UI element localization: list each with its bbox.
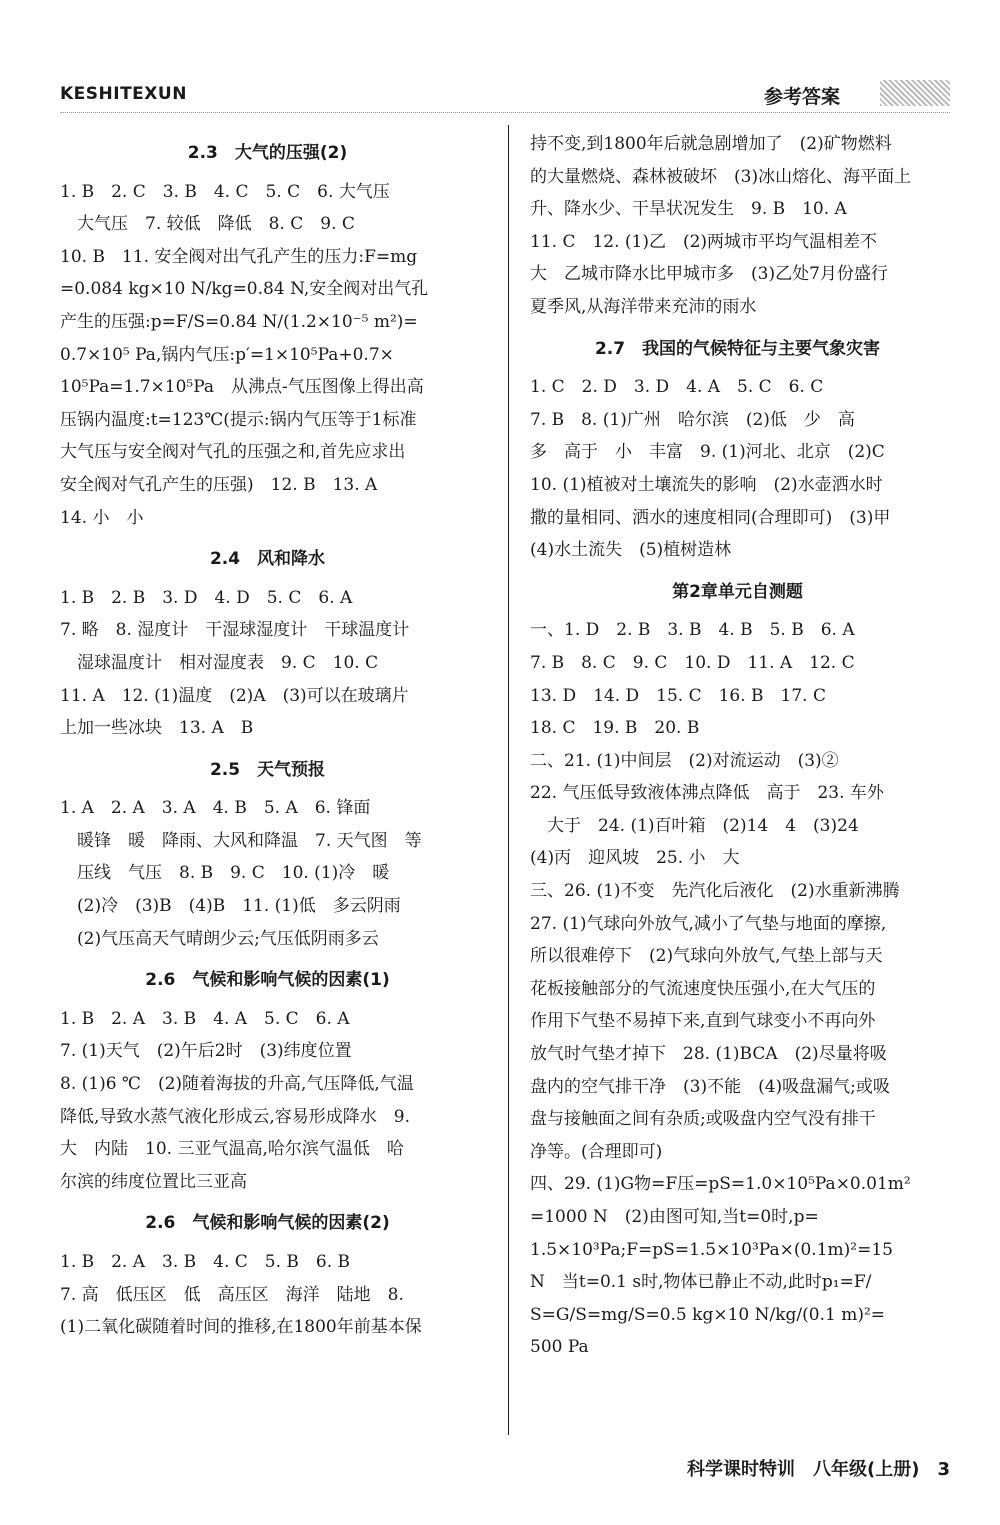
answer-line: 1. B 2. A 3. B 4. A 5. C 6. A [60,1008,350,1029]
header-title: 参考答案 [763,86,840,108]
answer-line: 0.7×10⁵ Pa,锅内气压:p′=1×10⁵Pa+0.7× [60,344,394,365]
answer-line: 500 Pa [530,1337,589,1358]
answer-line: 10. B 11. 安全阀对出气孔产生的压力:F=mg [60,246,418,267]
answer-line: 降低,导致水蒸气液化形成云,容易形成降水 9. [60,1106,411,1127]
answer-line: 放气时气垫才掉下 28. (1)BCA (2)尽量将吸 [530,1044,887,1065]
answer-line: 压线 气压 8. B 9. C 10. (1)冷 暖 [60,863,390,884]
answer-line: =1000 N (2)由图可知,当t=0时,p= [530,1207,819,1227]
answer-line: 1.5×10³Pa;F=pS=1.5×10³Pa×(0.1m)²=15 [530,1239,893,1260]
answer-line: 18. C 19. B 20. B [530,718,700,739]
answer-line: (1)二氧化碳随着时间的推移,在1800年前基本保 [60,1317,422,1338]
answer-line: 10⁵Pa=1.7×10⁵Pa 从沸点-气压图像上得出高 [60,377,424,398]
answer-line: 大气压 7. 较低 降低 8. C 9. C [60,214,355,235]
answer-line: 大于 24. (1)百叶箱 (2)14 4 (3)24 [530,815,859,836]
answer-line: 持不变,到1800年后就急剧增加了 (2)矿物燃料 [530,134,892,154]
answer-line: 升、降水少、干旱状况发生 9. B 10. A [530,199,847,220]
answer-line: 多 高于 小 丰富 9. (1)河北、北京 (2)C [530,442,885,463]
answer-line: 1. B 2. B 3. D 4. D 5. C 6. A [60,587,353,608]
answer-line: (2)冷 (3)B (4)B 11. (1)低 多云阴雨 [60,896,401,917]
page-header [60,78,950,114]
answer-line: 1. C 2. D 3. D 4. A 5. C 6. C [530,377,824,398]
answer-line: 三、26. (1)不变 先汽化后液化 (2)水重新沸腾 [530,881,900,902]
answer-line: 四、29. (1)G物=F压=pS=1.0×10⁵Pa×0.01m² [530,1174,911,1195]
answer-line: 压锅内温度:t=123℃(提示:锅内气压等于1标准 [60,409,417,430]
answer-line: 作用下气垫不易掉下来,直到气球变小不再向外 [530,1011,876,1032]
header-decoration [880,80,950,106]
answer-line: 盘内的空气排干净 (3)不能 (4)吸盘漏气;或吸 [530,1076,890,1097]
answer-line: 湿球温度计 相对湿度表 9. C 10. C [60,652,379,673]
answer-line: 1. B 2. A 3. B 4. C 5. B 6. B [60,1252,350,1272]
answer-line: 7. B 8. (1)广州 哈尔滨 (2)低 少 高 [530,409,855,430]
section-heading: 2.6 气候和影响气候的因素(1) [145,970,390,991]
answer-line: 一、1. D 2. B 3. B 4. B 5. B 6. A [530,620,855,641]
answer-line: 盘与接触面之间有杂质;或吸盘内空气没有排干 [530,1109,876,1130]
section-heading: 2.5 天气预报 [209,759,326,780]
answer-line: 1. A 2. A 3. A 4. B 5. A 6. 锋面 [60,798,371,819]
answer-line: 上加一些冰块 13. A B [60,718,254,739]
answer-line: 1. B 2. C 3. B 4. C 5. C 6. 大气压 [60,181,390,202]
answer-line: (4)丙 迎风坡 25. 小 大 [530,848,740,869]
answer-line: 7. 高 低压区 低 高压区 海洋 陆地 8. [60,1284,404,1305]
answer-line: 撒的量相同、洒水的速度相同(合理即可) (3)甲 [530,507,891,528]
section-heading: 2.6 气候和影响气候的因素(2) [145,1213,390,1234]
answer-line: (4)水土流失 (5)植树造林 [530,540,732,561]
left-column [60,128,475,1344]
answer-line: 暖锋 暖 降雨、大风和降温 7. 天气图 等 [60,830,422,851]
answer-line: 尔滨的纬度位置比三亚高 [60,1171,247,1192]
answer-line: 大 内陆 10. 三亚气温高,哈尔滨气温低 哈 [60,1139,404,1160]
section-heading: 2.3 大气的压强(2) [187,143,348,163]
answer-line: 13. D 14. D 15. C 16. B 17. C [530,685,826,706]
answer-line: 夏季风,从海洋带来充沛的雨水 [530,296,757,317]
answer-line: 所以很难停下 (2)气球向外放气,气垫上部与天 [530,946,883,967]
answer-line: 大 乙城市降水比甲城市多 (3)乙处7月份盛行 [530,264,888,285]
answer-line: 产生的压强:p=F/S=0.84 N/(1.2×10⁻⁵ m²)= [60,311,418,332]
answer-line: S=G/S=mg/S=0.5 kg×10 N/kg/(0.1 m)²= [530,1304,886,1325]
answer-line: 10. (1)植被对土壤流失的影响 (2)水壶洒水时 [530,474,883,495]
answer-line: 净等。(合理即可) [530,1141,663,1162]
answer-line: 7. 略 8. 湿度计 干湿球湿度计 干球温度计 [60,620,410,641]
page-footer: 科学课时特训 八年级(上册) 3 [687,1459,950,1480]
column-divider [508,125,509,1435]
answer-line: (2)气压高天气晴朗少云;气压低阴雨多云 [60,928,379,949]
answer-line: 11. C 12. (1)乙 (2)两城市平均气温相差不 [530,231,878,252]
section-heading: 第2章单元自测题 [672,581,803,602]
answer-line: 14. 小 小 [60,507,144,528]
answer-line: =0.084 kg×10 N/kg=0.84 N,安全阀对出气孔 [60,279,429,300]
right-column [530,128,945,1364]
answer-line: 27. (1)气球向外放气,减小了气垫与地面的摩擦, [530,913,887,934]
answer-line: 22. 气压低导致液体沸点降低 高于 23. 车外 [530,783,884,804]
answer-line: 的大量燃烧、森林被破坏 (3)冰山熔化、海平面上 [530,166,912,187]
brand-name: KESHITEXUN [60,84,187,104]
answer-line: N 当t=0.1 s时,物体已静止不动,此时p₁=F/ [530,1272,872,1293]
answer-line: 8. (1)6 ℃ (2)随着海拔的升高,气压降低,气温 [60,1074,414,1095]
answer-line: 大气压与安全阀对气孔的压强之和,首先应求出 [60,442,406,463]
answer-line: 花板接触部分的气流速度快压强小,在大气压的 [530,978,876,999]
answer-line: 二、21. (1)中间层 (2)对流运动 (3)② [530,750,839,771]
answer-line: 11. A 12. (1)温度 (2)A (3)可以在玻璃片 [60,685,409,706]
section-heading: 2.4 风和降水 [209,549,326,570]
section-heading: 2.7 我国的气候特征与主要气象灾害 [594,338,881,359]
answer-line: 7. B 8. C 9. C 10. D 11. A 12. C [530,652,855,673]
header-rule [60,112,950,113]
answer-line: 安全阀对气孔产生的压强) 12. B 13. A [60,474,378,495]
answer-line: 7. (1)天气 (2)午后2时 (3)纬度位置 [60,1041,352,1062]
